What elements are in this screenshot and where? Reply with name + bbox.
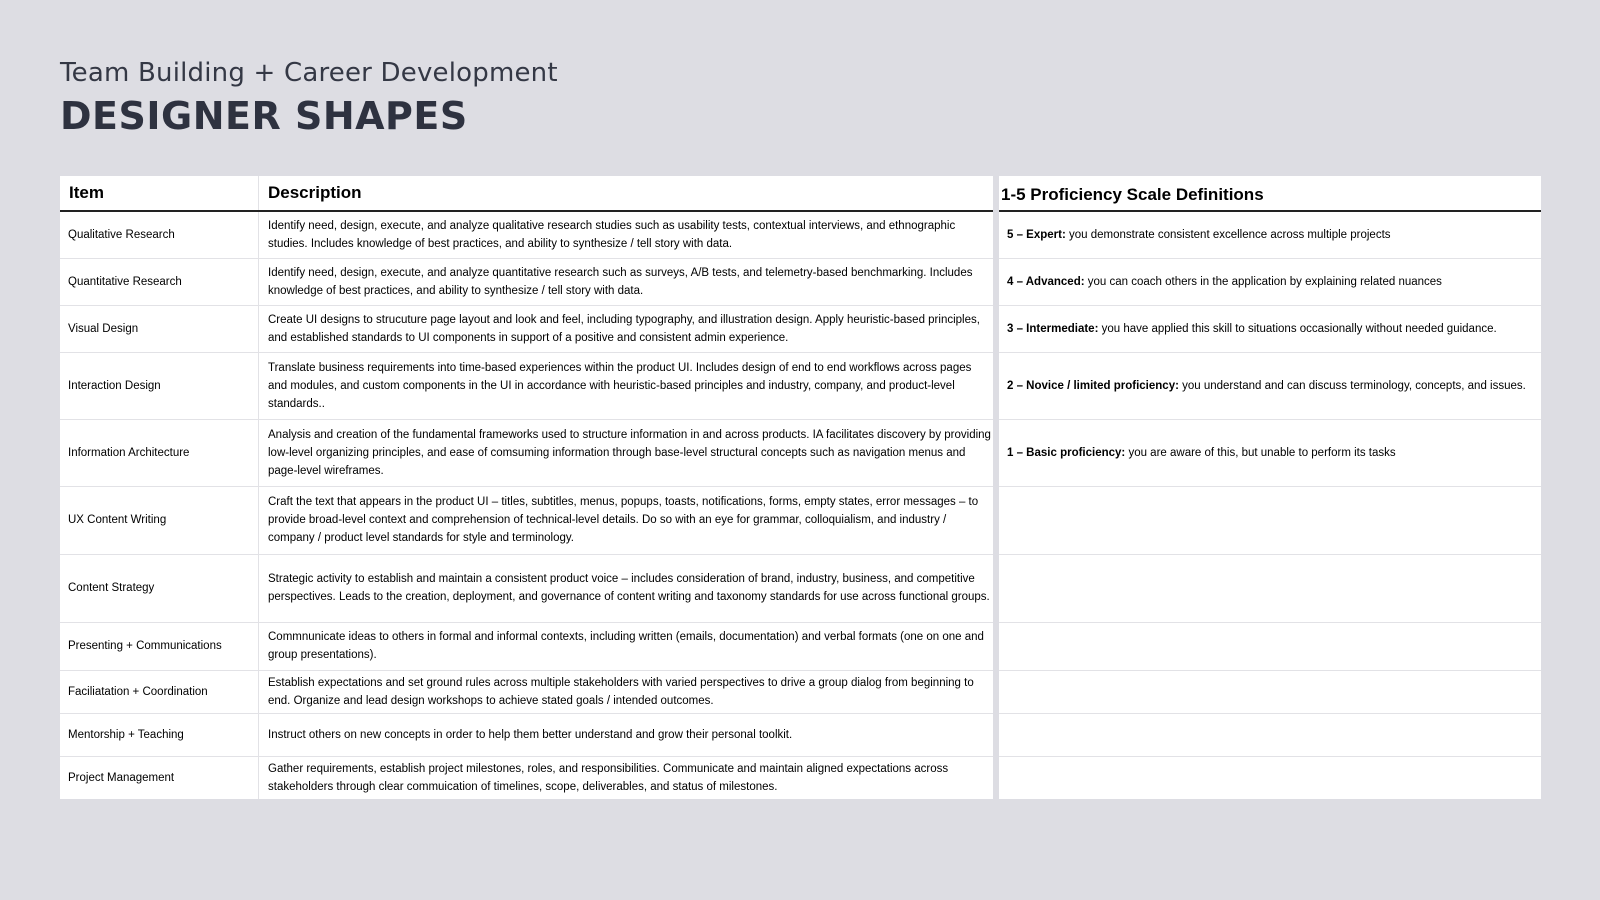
scale-level: 1 – Basic proficiency:: [1007, 446, 1126, 459]
skill-description: Instruct others on new concepts in order to help them better understand and grow their personal toolkit.: [259, 713, 994, 756]
scale-level: 2 – Novice / limited proficiency:: [1007, 379, 1179, 392]
table-row: [999, 756, 1541, 799]
table-row: [999, 352, 1541, 419]
table-row: [60, 352, 993, 419]
scale-definition: [999, 756, 1541, 799]
slide-subtitle: Team Building + Career Development: [60, 58, 558, 88]
scale-header-row: [999, 176, 1541, 211]
table-row: [60, 622, 993, 670]
scale-level: 3 – Intermediate:: [1007, 322, 1099, 335]
skill-description: Commnunicate ideas to others in formal and informal contexts, including written (emails, documentation) and verbal formats (one on one and group presentations).: [259, 622, 994, 670]
scale-definition: [999, 352, 1541, 419]
scale-level-text: you have applied this skill to situations occasionally without needed guidance.: [1098, 322, 1497, 335]
table-row: [60, 554, 993, 622]
table-row: [999, 211, 1541, 258]
table-row: [60, 258, 993, 305]
item-column-header: Item: [60, 176, 259, 211]
table-row: [999, 622, 1541, 670]
scale-definition: [999, 670, 1541, 713]
skill-item: Information Architecture: [60, 419, 259, 486]
table-row: [60, 486, 993, 554]
scale-level-text: you are aware of this, but unable to perform its tasks: [1125, 446, 1396, 459]
skill-item: Quantitative Research: [60, 258, 259, 305]
skill-description: Translate business requirements into time-based experiences within the product UI. Includes design of end to end workflows across pages and modules, and custom components in the UI in accordance with heuristic-based principles and industry, company, and product-level standards..: [259, 352, 994, 419]
table-row: [60, 211, 993, 258]
scale-definition: [999, 486, 1541, 554]
skills-header-row: [60, 176, 993, 211]
scale-definition: [999, 305, 1541, 352]
table-row: [999, 713, 1541, 756]
scale-level-text: you understand and can discuss terminology, concepts, and issues.: [1178, 379, 1526, 392]
skill-item: Presenting + Communications: [60, 622, 259, 670]
skill-item: Qualitative Research: [60, 211, 259, 258]
skill-item: UX Content Writing: [60, 486, 259, 554]
scale-definition: [999, 419, 1541, 486]
table-row: [999, 554, 1541, 622]
table-row: [999, 419, 1541, 486]
skill-description: Establish expectations and set ground rules across multiple stakeholders with varied perspectives to drive a group dialog from beginning to end. Organize and lead design workshops to achieve stated goals / intended outcomes.: [259, 670, 994, 713]
table-row: [999, 486, 1541, 554]
table-row: [60, 305, 993, 352]
skill-description: Identify need, design, execute, and analyze qualitative research studies such as usability tests, contextual interviews, and ethnographic studies. Includes knowledge of best practices, and ability to synthesize / tell story with data.: [259, 211, 994, 258]
skill-description: Create UI designs to strucuture page layout and look and feel, including typography, and illustration design. Apply heuristic-based principles, and established standards to UI components in support of a positive and consistent admin experience.: [259, 305, 994, 352]
skill-item: Visual Design: [60, 305, 259, 352]
skill-item: Project Management: [60, 756, 259, 799]
slide-title: DESIGNER SHAPES: [60, 94, 468, 138]
table-row: [999, 305, 1541, 352]
skill-item: Interaction Design: [60, 352, 259, 419]
skills-table: [60, 176, 993, 799]
scale-level: 5 – Expert:: [1007, 228, 1066, 241]
skill-item: Faciliatation + Coordination: [60, 670, 259, 713]
skill-description: Analysis and creation of the fundamental frameworks used to structure information in and across products. IA facilitates discovery by providing low-level organizing principles, and ease of comsuming information through base-level structural concepts such as navigation menus and page-level wireframes.: [259, 419, 994, 486]
scale-level: 4 – Advanced:: [1007, 275, 1085, 288]
skill-description: Strategic activity to establish and maintain a consistent product voice – includes consideration of brand, industry, business, and competitive perspectives. Leads to the creation, deployment, and governance of content writing and taxonomy standards for use across functional groups.: [259, 554, 994, 622]
table-row: [999, 258, 1541, 305]
skill-item: Mentorship + Teaching: [60, 713, 259, 756]
description-column-header: Description: [259, 176, 994, 211]
table-row: [60, 419, 993, 486]
table-row: [60, 713, 993, 756]
scale-definition: [999, 258, 1541, 305]
scale-level-text: you can coach others in the application by explaining related nuances: [1084, 275, 1442, 288]
table-row: [999, 670, 1541, 713]
scale-definition: [999, 713, 1541, 756]
scale-title: 1-5 Proficiency Scale Definitions: [999, 176, 1541, 211]
scale-level-text: you demonstrate consistent excellence across multiple projects: [1065, 228, 1391, 241]
skill-description: Craft the text that appears in the product UI – titles, subtitles, menus, popups, toasts, notifications, forms, empty states, error messages – to provide broad-level context and comprehension of technical-level details. Do so with an eye for grammar, colloquialism, and industry / company / product level standards for style and terminology.: [259, 486, 994, 554]
table-row: [60, 756, 993, 799]
proficiency-scale-table: [999, 176, 1541, 799]
skill-description: Gather requirements, establish project milestones, roles, and responsibilities. Communicate and maintain aligned expectations across stakeholders through clear commuication of timelines, scope, deliverables, and status of milestones.: [268, 762, 949, 793]
scale-definition: [999, 622, 1541, 670]
skill-item: Content Strategy: [60, 554, 259, 622]
scale-definition: [999, 211, 1541, 258]
table-row: [60, 670, 993, 713]
scale-definition: [999, 554, 1541, 622]
skill-description: Identify need, design, execute, and analyze quantitative research such as surveys, A/B tests, and telemetry-based benchmarking. Includes knowledge of best practices, and ability to synthesize / tell story with data.: [259, 258, 994, 305]
